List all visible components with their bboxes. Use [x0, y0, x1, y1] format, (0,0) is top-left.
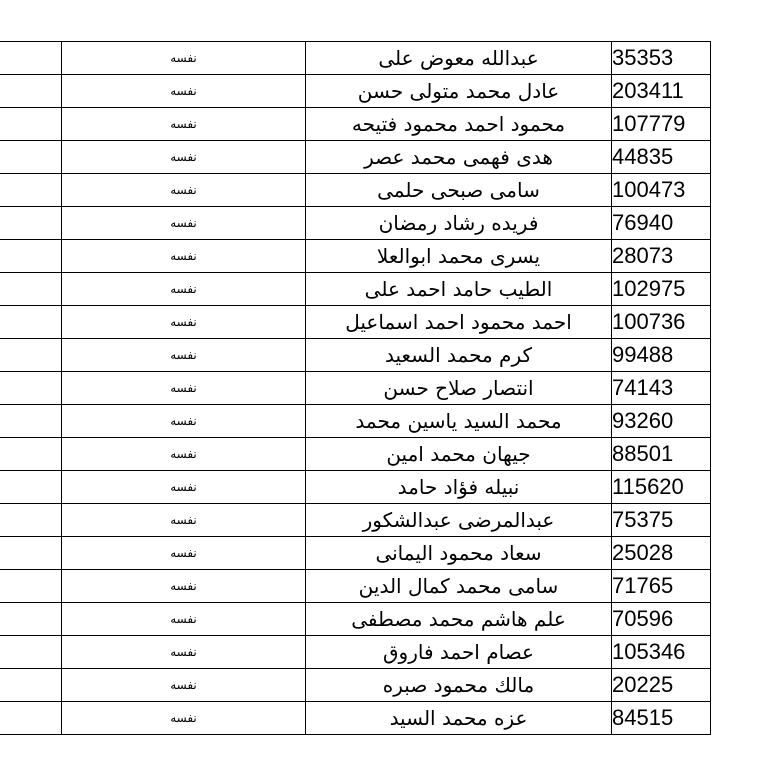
empty-cell	[0, 669, 62, 702]
empty-cell	[0, 570, 62, 603]
id-cell: 115620	[612, 471, 711, 504]
id-cell: 35353	[612, 42, 711, 75]
table-row	[0, 537, 711, 570]
id-cell: 70596	[612, 603, 711, 636]
relation-cell: نفسه	[62, 75, 306, 108]
id-cell: 84515	[612, 702, 711, 735]
empty-cell	[0, 603, 62, 636]
relation-cell: نفسه	[62, 438, 306, 471]
table-row	[0, 273, 711, 306]
empty-cell	[0, 108, 62, 141]
relation-cell: نفسه	[62, 669, 306, 702]
empty-cell	[0, 702, 62, 735]
table-row	[0, 702, 711, 735]
id-cell: 100736	[612, 306, 711, 339]
name-cell: محمود احمد محمود فتيحه	[306, 108, 612, 141]
id-cell: 100473	[612, 174, 711, 207]
name-cell: عبدالله معوض على	[306, 42, 612, 75]
empty-cell	[0, 75, 62, 108]
name-cell: نبيله فؤاد حامد	[306, 471, 612, 504]
id-cell: 93260	[612, 405, 711, 438]
id-cell: 20225	[612, 669, 711, 702]
id-cell: 76940	[612, 207, 711, 240]
empty-cell	[0, 174, 62, 207]
id-cell: 74143	[612, 372, 711, 405]
relation-cell: نفسه	[62, 240, 306, 273]
relation-cell: نفسه	[62, 702, 306, 735]
empty-cell	[0, 405, 62, 438]
name-cell: عصام احمد فاروق	[306, 636, 612, 669]
table-row	[0, 438, 711, 471]
relation-cell: نفسه	[62, 174, 306, 207]
table-row	[0, 240, 711, 273]
id-cell: 28073	[612, 240, 711, 273]
empty-cell	[0, 537, 62, 570]
records-table-body	[0, 42, 711, 735]
relation-cell: نفسه	[62, 108, 306, 141]
table-row	[0, 42, 711, 75]
name-cell: فريده رشاد رمضان	[306, 207, 612, 240]
empty-cell	[0, 240, 62, 273]
empty-cell	[0, 207, 62, 240]
table-row	[0, 570, 711, 603]
relation-cell: نفسه	[62, 636, 306, 669]
name-cell: مالك محمود صبره	[306, 669, 612, 702]
relation-cell: نفسه	[62, 504, 306, 537]
name-cell: احمد محمود احمد اسماعيل	[306, 306, 612, 339]
name-cell: جيهان محمد امين	[306, 438, 612, 471]
relation-cell: نفسه	[62, 273, 306, 306]
table-row	[0, 603, 711, 636]
id-cell: 44835	[612, 141, 711, 174]
table-row	[0, 669, 711, 702]
relation-cell: نفسه	[62, 570, 306, 603]
relation-cell: نفسه	[62, 405, 306, 438]
id-cell: 75375	[612, 504, 711, 537]
name-cell: انتصار صلاح حسن	[306, 372, 612, 405]
id-cell: 71765	[612, 570, 711, 603]
name-cell: سعاد محمود اليمانى	[306, 537, 612, 570]
table-row	[0, 636, 711, 669]
table-row	[0, 471, 711, 504]
name-cell: عبدالمرضى عبدالشكور	[306, 504, 612, 537]
id-cell: 88501	[612, 438, 711, 471]
relation-cell: نفسه	[62, 603, 306, 636]
relation-cell: نفسه	[62, 141, 306, 174]
relation-cell: نفسه	[62, 306, 306, 339]
table-row	[0, 108, 711, 141]
id-cell: 107779	[612, 108, 711, 141]
table-row	[0, 405, 711, 438]
table-row	[0, 174, 711, 207]
id-cell: 102975	[612, 273, 711, 306]
name-cell: محمد السيد ياسين محمد	[306, 405, 612, 438]
empty-cell	[0, 306, 62, 339]
id-cell: 105346	[612, 636, 711, 669]
name-cell: الطيب حامد احمد على	[306, 273, 612, 306]
table-row	[0, 207, 711, 240]
empty-cell	[0, 504, 62, 537]
name-cell: علم هاشم محمد مصطفى	[306, 603, 612, 636]
empty-cell	[0, 438, 62, 471]
name-cell: سامى محمد كمال الدين	[306, 570, 612, 603]
relation-cell: نفسه	[62, 537, 306, 570]
relation-cell: نفسه	[62, 42, 306, 75]
relation-cell: نفسه	[62, 471, 306, 504]
id-cell: 25028	[612, 537, 711, 570]
empty-cell	[0, 141, 62, 174]
name-cell: يسرى محمد ابوالعلا	[306, 240, 612, 273]
table-row	[0, 306, 711, 339]
name-cell: كرم محمد السعيد	[306, 339, 612, 372]
empty-cell	[0, 372, 62, 405]
id-cell: 203411	[612, 75, 711, 108]
empty-cell	[0, 42, 62, 75]
relation-cell: نفسه	[62, 372, 306, 405]
name-cell: عادل محمد متولى حسن	[306, 75, 612, 108]
empty-cell	[0, 273, 62, 306]
table-row	[0, 504, 711, 537]
empty-cell	[0, 339, 62, 372]
table-row	[0, 372, 711, 405]
name-cell: عزه محمد السيد	[306, 702, 612, 735]
name-cell: سامى صبحى حلمى	[306, 174, 612, 207]
table-row	[0, 141, 711, 174]
id-cell: 99488	[612, 339, 711, 372]
relation-cell: نفسه	[62, 339, 306, 372]
relation-cell: نفسه	[62, 207, 306, 240]
table-row	[0, 339, 711, 372]
table-row	[0, 75, 711, 108]
name-cell: هدى فهمى محمد عصر	[306, 141, 612, 174]
empty-cell	[0, 471, 62, 504]
records-table	[0, 41, 711, 735]
empty-cell	[0, 636, 62, 669]
